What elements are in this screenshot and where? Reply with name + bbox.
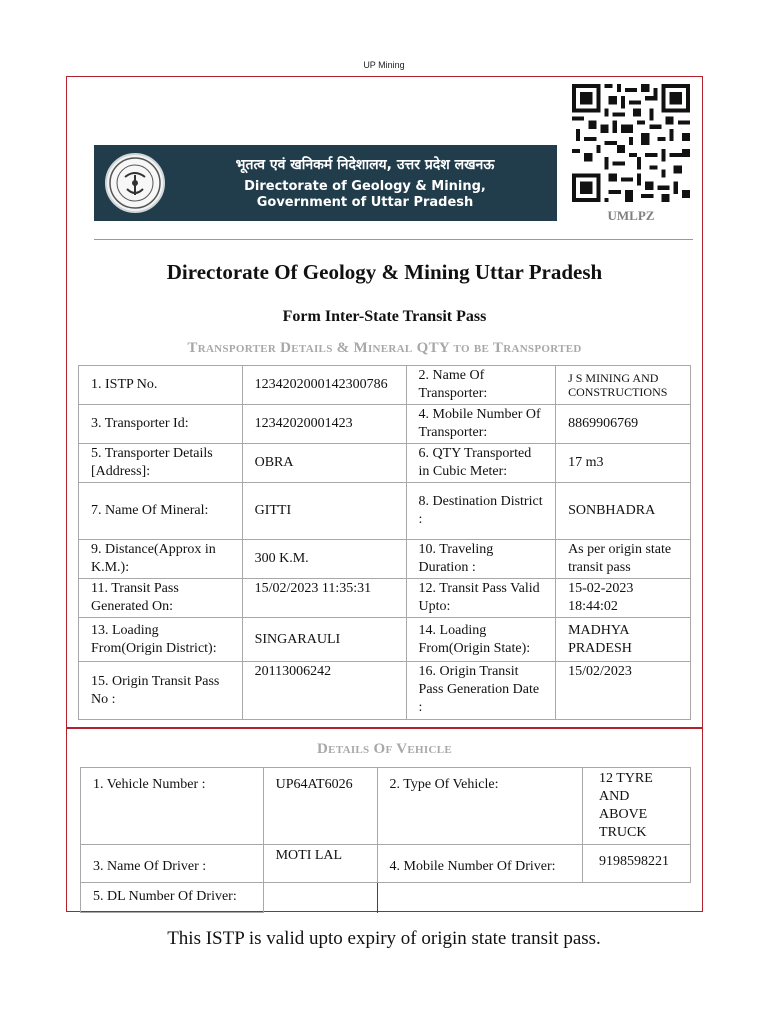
table-row (79, 662, 691, 720)
field-label: 2. Type Of Vehicle: (377, 768, 582, 845)
field-label: 4. Mobile Number Of Driver: (377, 845, 582, 883)
validity-note: This ISTP is valid upto expiry of origin state transit pass. (167, 928, 601, 949)
field-value: 17 m3 (556, 444, 691, 483)
table-row (81, 883, 691, 913)
qr-code (572, 84, 690, 202)
header-divider (94, 239, 693, 240)
field-label: 5. Transporter Details [Address]: (79, 444, 243, 483)
field-label: 2. Name Of Transporter: (406, 366, 556, 405)
banner-hindi-title: भूतत्व एवं खनिकर्म निदेशालय, उत्तर प्रदेश लखनऊ (235, 157, 495, 173)
qr-code-label: UMLPZ (607, 208, 655, 223)
field-label: 6. QTY Transported in Cubic Meter: (406, 444, 556, 483)
section-heading-transporter: Transporter Details & Mineral QTY to be Transported (187, 340, 582, 356)
field-label: 7. Name Of Mineral: (79, 483, 243, 540)
section-heading-vehicle: Details Of Vehicle (316, 741, 452, 757)
field-label: 8. Destination District : (406, 483, 556, 540)
field-label: 1. Vehicle Number : (81, 768, 264, 845)
field-label: 10. Traveling Duration : (406, 540, 556, 579)
field-value: 9198598221 (583, 845, 691, 883)
field-value (263, 883, 377, 913)
field-label: 11. Transit Pass Generated On: (79, 579, 243, 618)
field-label: 14. Loading From(Origin State): (406, 618, 556, 662)
table-row (79, 540, 691, 579)
banner-english-line-1: Directorate of Geology & Mining, (244, 179, 486, 194)
field-label: 5. DL Number Of Driver: (81, 883, 264, 913)
page-header: UP Mining (363, 60, 405, 70)
field-value: MADHYA PRADESH (556, 618, 691, 662)
field-value: 1234202000142300786 (242, 366, 406, 405)
field-label: 4. Mobile Number Of Transporter: (406, 405, 556, 444)
field-value: UP64AT6026 (263, 768, 377, 845)
field-value: As per origin state transit pass (556, 540, 691, 579)
table-row (79, 618, 691, 662)
form-title: Form Inter-State Transit Pass (282, 308, 487, 325)
field-value: 300 K.M. (242, 540, 406, 579)
field-label: 9. Distance(Approx in K.M.): (79, 540, 243, 579)
field-label: 1. ISTP No. (79, 366, 243, 405)
empty-cell (377, 883, 582, 913)
field-value: 12 TYRE AND ABOVE TRUCK (583, 768, 691, 845)
field-value: MOTI LAL (263, 845, 377, 883)
page-title: Directorate Of Geology & Mining Uttar Pradesh (166, 260, 603, 284)
field-value: GITTI (242, 483, 406, 540)
field-value: 15/02/2023 (556, 662, 691, 720)
field-value: 8869906769 (556, 405, 691, 444)
banner-english-line-2: Government of Uttar Pradesh (256, 195, 474, 210)
field-value: 20113006242 (242, 662, 406, 720)
field-label: 13. Loading From(Origin District): (79, 618, 243, 662)
up-emblem-logo (105, 153, 165, 213)
table-row (79, 579, 691, 618)
table-row (79, 483, 691, 540)
table-row (79, 444, 691, 483)
field-label: 3. Transporter Id: (79, 405, 243, 444)
field-value: SINGARAULI (242, 618, 406, 662)
table-row (79, 405, 691, 444)
table-row (81, 845, 691, 883)
field-label: 12. Transit Pass Valid Upto: (406, 579, 556, 618)
field-value: J S MINING AND CONSTRUCTIONS (556, 366, 691, 405)
field-value: 15-02-2023 18:44:02 (556, 579, 691, 618)
field-label: 15. Origin Transit Pass No : (79, 662, 243, 720)
field-label: 3. Name Of Driver : (81, 845, 264, 883)
field-value: 12342020001423 (242, 405, 406, 444)
table-row (81, 768, 691, 845)
vehicle-details-table (80, 767, 691, 913)
field-value: SONBHADRA (556, 483, 691, 540)
field-value: OBRA (242, 444, 406, 483)
field-value: 15/02/2023 11:35:31 (242, 579, 406, 618)
empty-cell (583, 883, 691, 913)
transporter-details-table (78, 365, 691, 720)
department-banner (94, 145, 557, 221)
field-label: 16. Origin Transit Pass Generation Date : (406, 662, 556, 720)
table-row (79, 366, 691, 405)
